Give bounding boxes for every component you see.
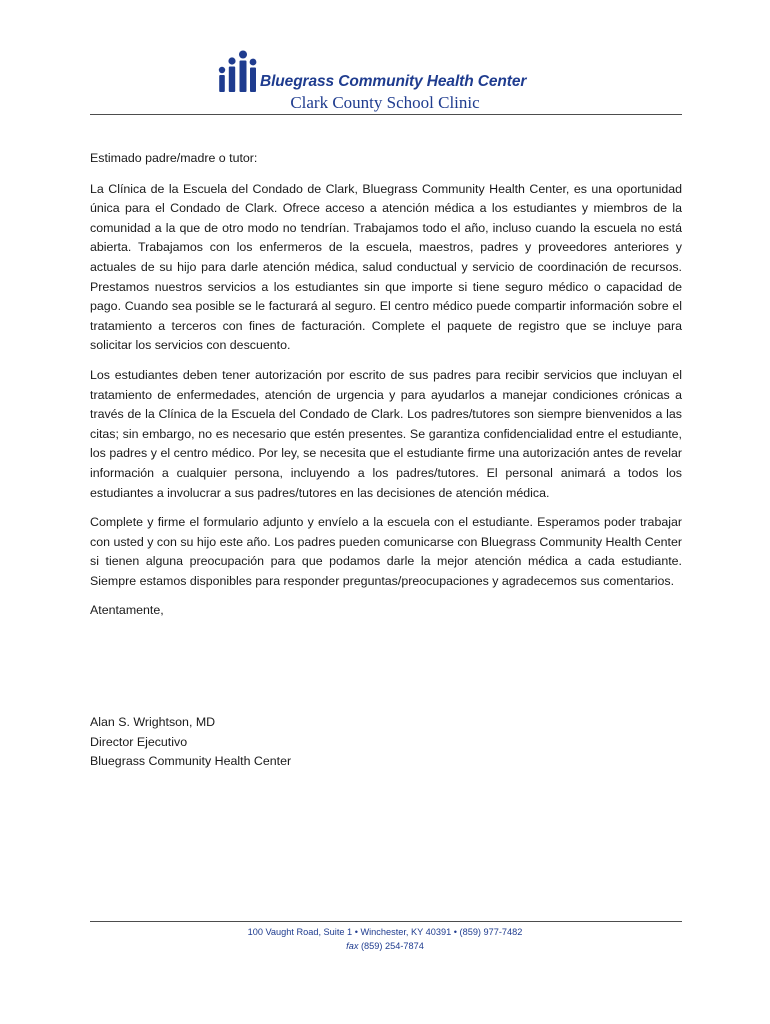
signer-organization: Bluegrass Community Health Center bbox=[90, 754, 292, 769]
letter-body bbox=[90, 149, 682, 621]
letter-closing: Atentamente, bbox=[90, 603, 164, 618]
footer-address: 100 Vaught Road, Suite 1 • Winchester, KY 40391 • (859) 977-7482 bbox=[247, 927, 523, 937]
letterhead-logo bbox=[218, 50, 526, 94]
footer-divider bbox=[90, 921, 682, 922]
footer bbox=[0, 925, 770, 953]
clinic-name: Clark County School Clinic bbox=[290, 93, 480, 112]
fax-label: fax bbox=[346, 941, 359, 951]
letter-paragraph: La Clínica de la Escuela del Condado de Clark, Bluegrass Community Health Center, es una oportunidad única para el Condado de Clark. Ofrece acceso a atención médica a los estudiantes y miembros de la comunidad a la que de otro modo no tendrían. Trabajamos todo el año, incluso cuando la escuela no está abierta. Trabajamos con los enfermeros de la escuela, maestros, padres y proveedores anteriores y actuales de su hijo para darle atención médica, salud conductual y servicio de coordinación de recursos. Prestamos nuestros servicios a los estudiantes sin que importe si tiene seguro médico o capacidad de pago. Cuando sea posible se le facturará al seguro. El centro médico puede compartir información sobre el tratamiento a terceros con fines de facturación. Complete el paquete de registro que se incluye para solicitar los servicios con descuento. bbox=[90, 181, 682, 353]
signer-name: Alan S. Wrightson, MD bbox=[90, 715, 216, 729]
fax-number: (859) 254-7874 bbox=[361, 941, 424, 951]
header-divider bbox=[90, 114, 682, 115]
footer-fax bbox=[0, 939, 770, 953]
signer-title: Director Ejecutivo bbox=[90, 734, 188, 749]
people-figures-logo-icon bbox=[218, 50, 258, 94]
letter-paragraph: Complete y firme el formulario adjunto y envíelo a la escuela con el estudiante. Esperamos poder trabajar con usted y con su hijo este año. Los padres pueden comunicarse con Bluegrass Community Health Center si tienen alguna preocupación para que podamos darle la mejor atención médica a cada estudiante. Siempre estamos disponibles para responder preguntas/preocupaciones y agradecemos sus comentarios. bbox=[90, 515, 682, 588]
signature-block bbox=[90, 713, 291, 772]
letter-greeting: Estimado padre/madre o tutor: bbox=[90, 151, 258, 165]
organization-name: Bluegrass Community Health Center bbox=[260, 73, 527, 90]
letter-paragraph: Los estudiantes deben tener autorización por escrito de sus padres para recibir servicios que incluyan el tratamiento de enfermedades, atención de urgencia y para ayudarlos a manejar condiciones crónicas a través de la Clínica de la Escuela del Condado de Clark. Los padres/tutores son siempre bienvenidos a las citas; sin embargo, no es necesario que estén presentes. Se garantiza confidencialidad entre el estudiante, los padres y el centro médico. Por ley, se necesita que el estudiante firme una autorización antes de revelar información a cualquier persona, incluyendo a los padres/tutores. El personal animará a todos los estudiantes a involucrar a sus padres/tutores en las decisiones de atención médica. bbox=[90, 367, 682, 500]
